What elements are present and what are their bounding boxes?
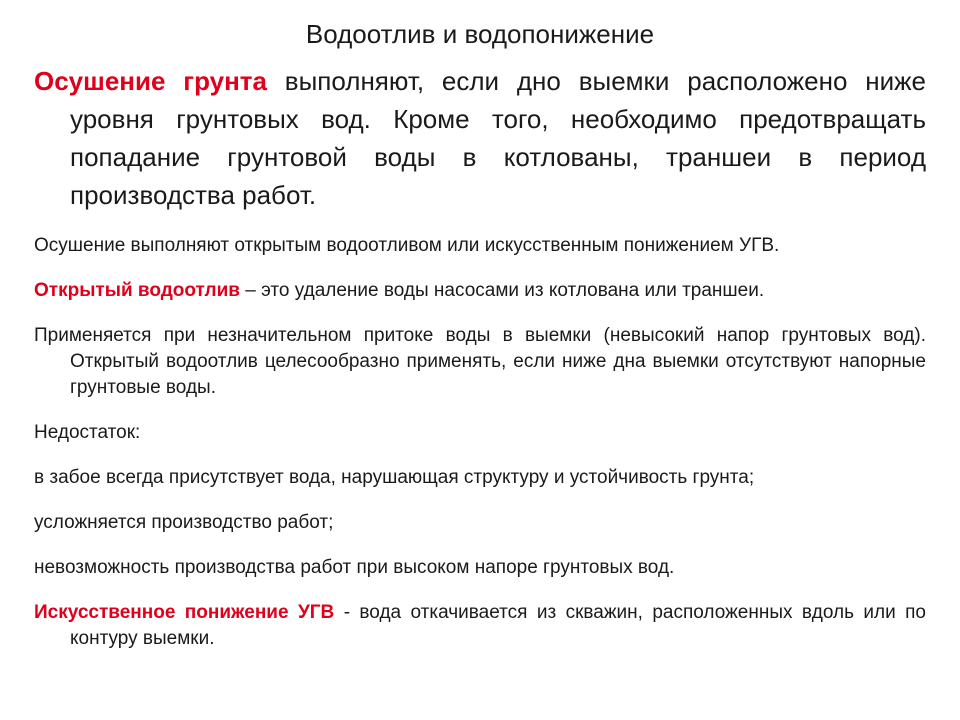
paragraph-open-drainage xyxy=(34,278,926,304)
paragraph-soil-drainage xyxy=(34,62,926,214)
paragraph-text: – это удаление воды насосами из котлована или траншеи. xyxy=(240,280,765,301)
paragraph-artificial-lowering xyxy=(34,600,926,652)
slide-content xyxy=(34,62,926,661)
term-soil-drainage: Осушение грунта xyxy=(34,66,267,96)
slide-title: Водоотлив и водопонижение xyxy=(305,19,655,49)
paragraph-drawback-pressure xyxy=(34,555,926,581)
paragraph-application xyxy=(34,323,926,401)
paragraph-drainage-methods xyxy=(34,233,926,259)
paragraph-text: Недостаток: xyxy=(34,422,141,443)
term-artificial-lowering: Искусственное понижение УГВ xyxy=(34,602,335,623)
paragraph-drawback-water xyxy=(34,465,926,491)
paragraph-text: - вода откачивается из скважин, расположенных вдоль или по контуру выемки. xyxy=(70,602,926,649)
paragraph-drawback-heading xyxy=(34,420,926,446)
term-open-drainage: Открытый водоотлив xyxy=(34,280,240,301)
paragraph-text: выполняют, если дно выемки расположено ниже уровня грунтовых вод. Кроме того, необходимо предотвращать попадание грунтовой воды в котлованы, траншеи в период производства работ. xyxy=(70,66,926,210)
paragraph-text: Применяется при незначительном притоке воды в выемки (невысокий напор грунтовых вод). Открытый водоотлив целесообразно применять, если ниже дна выемки отсутствуют напорные грунтовые воды. xyxy=(34,325,926,398)
paragraph-text: Осушение выполняют открытым водоотливом или искусственным понижением УГВ. xyxy=(34,235,780,256)
paragraph-text: усложняется производство работ; xyxy=(34,512,334,533)
paragraph-text: невозможность производства работ при высоком напоре грунтовых вод. xyxy=(34,557,675,578)
paragraph-drawback-complexity xyxy=(34,510,926,536)
paragraph-text: в забое всегда присутствует вода, нарушающая структуру и устойчивость грунта; xyxy=(34,467,755,488)
